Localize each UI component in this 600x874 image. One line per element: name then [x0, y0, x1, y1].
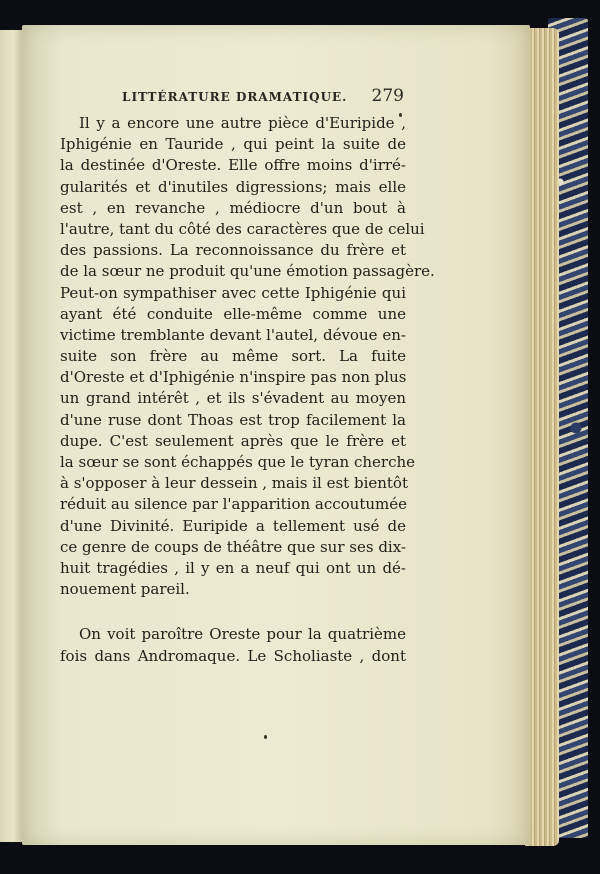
- text-line: victime tremblante devant l'autel, dévoue en-: [60, 325, 406, 344]
- text-line: à s'opposer à leur dessein , mais il est bientôt: [60, 474, 408, 493]
- text-line: suite son frère au même sort. La fuite: [60, 347, 406, 366]
- page-edges: [525, 28, 559, 846]
- paragraph-gap: [60, 600, 406, 624]
- text-line: ayant été conduite elle-même comme une: [60, 304, 406, 323]
- text-line: Peut-on sympathiser avec cette Iphigénie qui: [60, 283, 406, 302]
- text-body: [60, 113, 435, 667]
- text-line: gularités et d'inutiles digressions; mais elle: [60, 177, 406, 196]
- text-line: la sœur se sont échappés que le tyran cherche: [60, 453, 416, 471]
- text-line: fois dans Andromaque. Le Scholiaste , dont: [60, 646, 406, 665]
- text-line: l'autre, tant du côté des caractères que de celui: [60, 219, 425, 238]
- text-line: dupe. C'est seulement après que le frère et: [60, 431, 406, 450]
- text-line: Il y a encore une autre pièce d'Euripide ,: [79, 114, 406, 132]
- paragraph: [60, 624, 406, 666]
- text-line: d'une Divinité. Euripide a tellement usé de: [60, 516, 406, 535]
- text-line: d'une ruse dont Thoas est trop facilement la: [60, 410, 406, 429]
- page-number: 279: [371, 86, 404, 106]
- text-line: de la sœur ne produit qu'une émotion passagère.: [60, 262, 435, 281]
- ink-speck: [264, 735, 267, 739]
- paragraph: [60, 113, 435, 600]
- text-line: Iphigénie en Tauride , qui peint la suite de: [60, 135, 406, 154]
- text-line: réduit au silence par l'apparition accoutumée: [60, 495, 407, 514]
- text-line: huit tragédies , il y en a neuf qui ont un dé-: [60, 558, 406, 577]
- running-head: LITTÉRATURE DRAMATIQUE.: [122, 90, 348, 104]
- text-line: des passions. La reconnoissance du frère et: [60, 241, 406, 260]
- page-header: [122, 88, 404, 110]
- text-line: ce genre de coups de théâtre que sur ses dix-: [60, 537, 406, 556]
- text-line: est , en revanche , médiocre d'un bout à: [60, 198, 406, 217]
- text-line: nouement pareil.: [60, 580, 190, 599]
- text-line: la destinée d'Oreste. Elle offre moins d'irré-: [60, 156, 406, 175]
- facing-page-edge: [0, 30, 23, 842]
- text-line: d'Oreste et d'Iphigénie n'inspire pas non plus: [60, 368, 407, 387]
- text-line: un grand intérêt , et ils s'évadent au moyen: [60, 389, 406, 408]
- text-line: On voit paroître Oreste pour la quatrième: [79, 625, 406, 644]
